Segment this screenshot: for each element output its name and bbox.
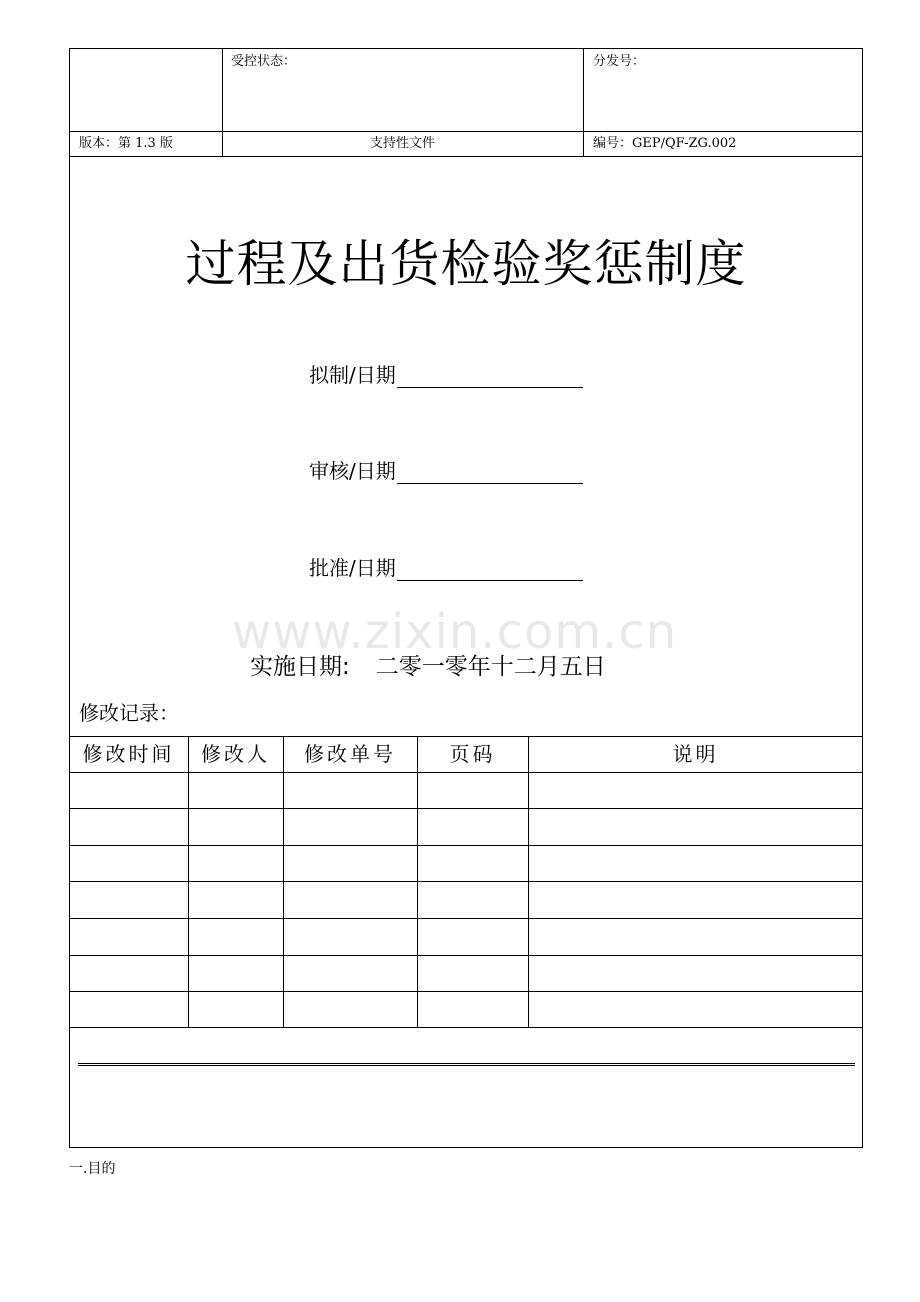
page-title: 过程及出货检验奖惩制度 [185, 235, 747, 293]
signature-approve-label: 批准/日期 [309, 556, 396, 580]
header-row-line [69, 131, 863, 132]
distribution-no-label: 分发号： [593, 54, 646, 69]
revision-record-label: 修改记录： [79, 701, 179, 725]
column-header-person: 修改人 [201, 742, 270, 766]
version-label: 版本：第 1.3 版 [79, 136, 173, 151]
table-col-line [417, 736, 418, 1028]
section-heading-purpose: 一.目的 [69, 1161, 116, 1177]
implementation-value: 二零一零年十二月五日 [375, 654, 606, 680]
table-col-line [528, 736, 529, 1028]
signature-approve-line [397, 558, 583, 581]
signature-review [309, 458, 583, 484]
signature-draft-line [397, 365, 583, 388]
controlled-status-label: 受控状态： [231, 54, 297, 69]
header-divider-2 [583, 48, 584, 157]
signature-review-label: 审核/日期 [309, 459, 396, 483]
column-header-order-no: 修改单号 [304, 742, 396, 766]
signature-draft-label: 拟制/日期 [309, 363, 396, 387]
column-header-time: 修改时间 [82, 742, 175, 766]
doc-number: 编号：GEP/QF-ZG.002 [593, 136, 737, 151]
signature-draft [309, 362, 583, 388]
doc-type: 支持性文件 [369, 136, 435, 151]
table-col-line [188, 736, 189, 1028]
column-header-page: 页码 [449, 742, 496, 766]
watermark: www.zixin.com.cn [232, 604, 678, 660]
implementation-date [250, 652, 606, 682]
table-col-line [283, 736, 284, 1028]
column-header-description: 说明 [672, 742, 719, 766]
signature-review-line [397, 461, 583, 484]
signature-approve [309, 555, 583, 581]
implementation-label: 实施日期: [250, 654, 350, 680]
double-rule [78, 1063, 855, 1066]
header-bottom-line [69, 156, 863, 157]
